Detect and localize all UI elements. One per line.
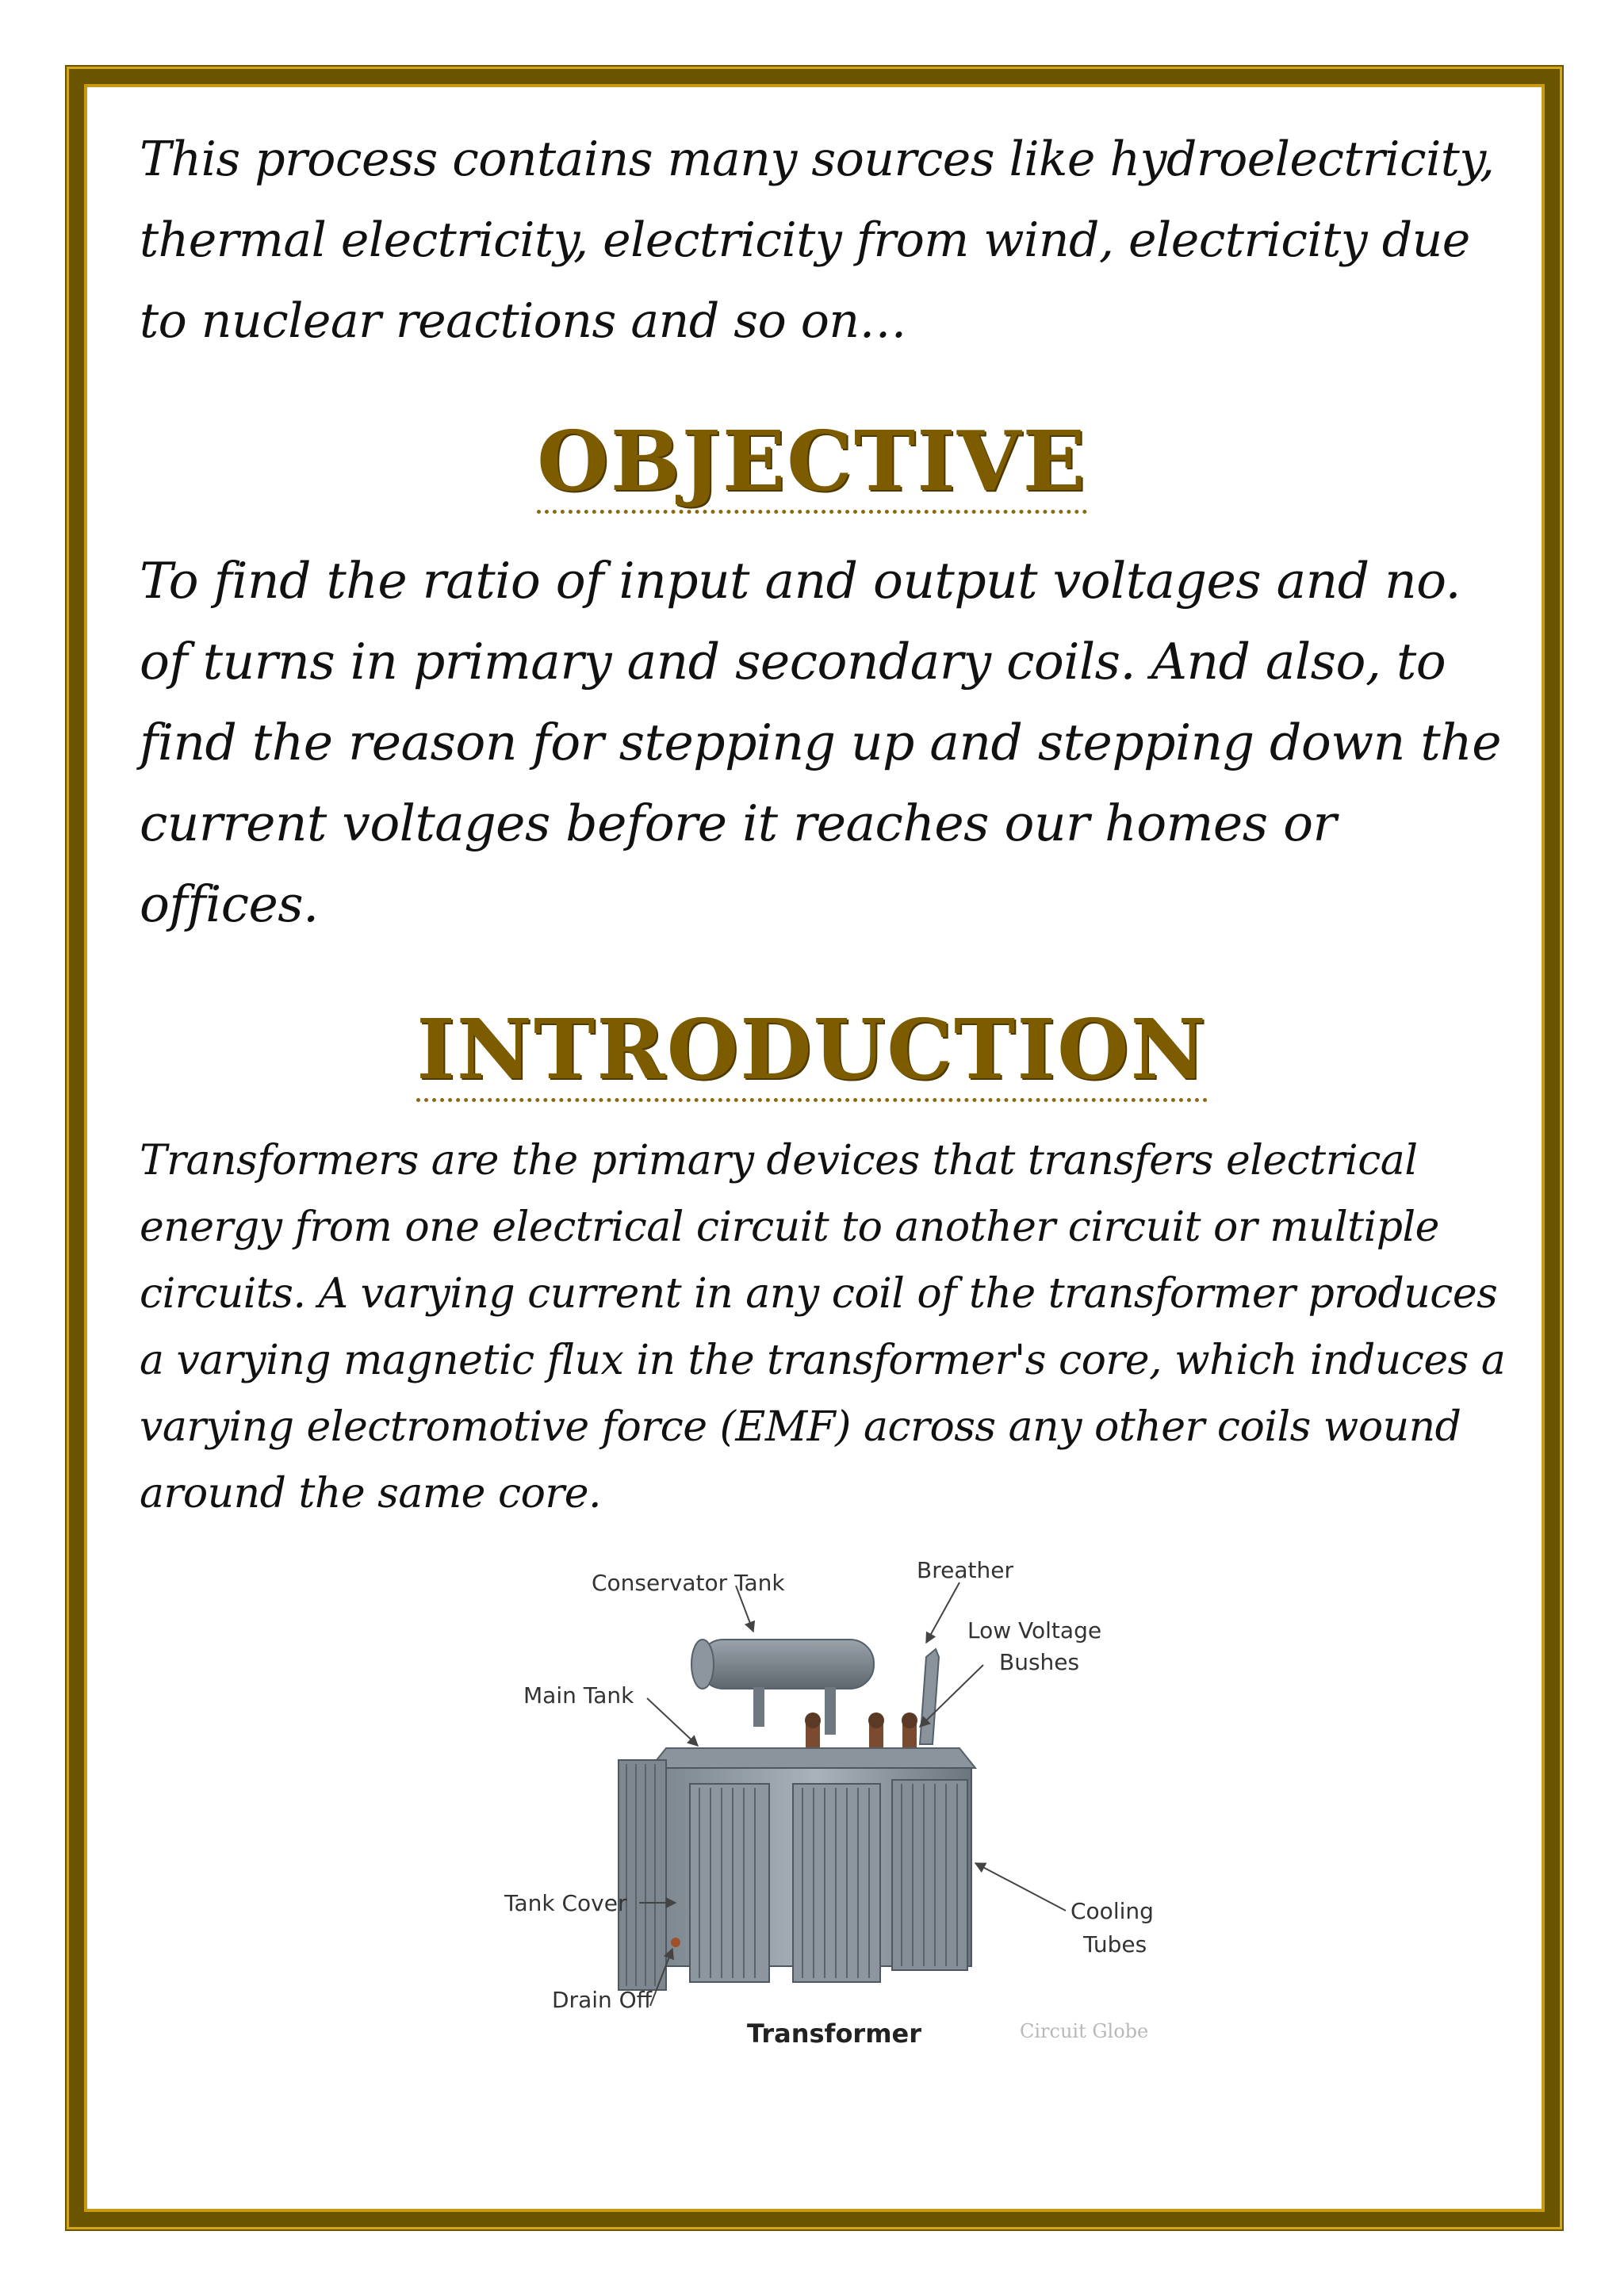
objective-paragraph: To find the ratio of input and output voltages and no. of turns in primary and secondary coils. And also, to find the reason for stepping up and stepping down the current voltages before it reaches our homes or offices. bbox=[140, 552, 1502, 933]
introduction-heading bbox=[0, 1001, 1624, 1098]
label-low-voltage: Low Voltage bbox=[967, 1617, 1102, 1644]
label-drain-off: Drain Off bbox=[552, 1987, 652, 2013]
objective-heading bbox=[0, 412, 1624, 510]
label-tubes: Tubes bbox=[1083, 1931, 1147, 1957]
main-tank-shape bbox=[619, 1760, 971, 1990]
label-main-tank: Main Tank bbox=[523, 1682, 634, 1709]
label-tank-cover: Tank Cover bbox=[504, 1890, 627, 1916]
label-conservator-tank: Conservator Tank bbox=[592, 1570, 785, 1596]
conservator-tank-shape bbox=[691, 1640, 874, 1735]
introduction-paragraph: Transformers are the primary devices that transfers electrical energy from one electrical circuit to another circuit or multiple circuits. A varying current in any coil of the transformer produces a varying magnetic flux in the transformer's core, which induces a varying electromotive force (EMF) across any other coils wound around the same core. bbox=[140, 1137, 1506, 1517]
breather-shape bbox=[920, 1649, 939, 1744]
tank-top-shape bbox=[650, 1748, 975, 1768]
introduction-heading-text: INTRODUCTION bbox=[416, 1001, 1207, 1102]
intro-paragraph: This process contains many sources like hydroelectricity, thermal electricity, electricity from wind, electricity due to nuclear reactions and so on… bbox=[140, 132, 1495, 349]
transformer-illustration bbox=[492, 1546, 1182, 2053]
objective-heading-text: OBJECTIVE bbox=[537, 412, 1087, 514]
label-breather: Breather bbox=[917, 1557, 1013, 1583]
transformer-figure bbox=[492, 1546, 1182, 2053]
figure-caption: Transformer bbox=[747, 2019, 922, 2049]
label-cooling: Cooling bbox=[1071, 1898, 1154, 1924]
label-bushes: Bushes bbox=[999, 1649, 1080, 1675]
figure-watermark: Circuit Globe bbox=[1020, 2020, 1149, 2042]
